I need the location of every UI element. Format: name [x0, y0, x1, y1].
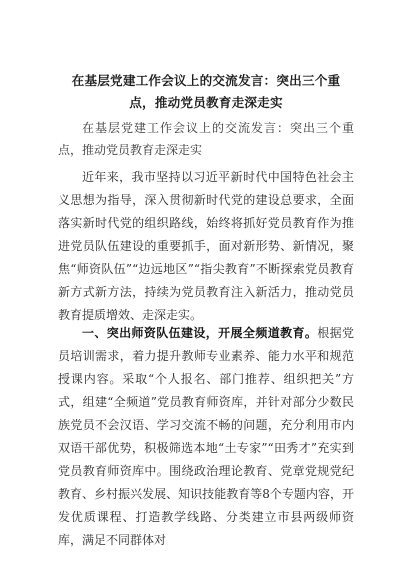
document-subtitle: 在基层党建工作会议上的交流发言：突出三个重点，推动党员教育走深走实 — [58, 121, 354, 157]
paragraph-section-one — [58, 322, 354, 552]
section-one-text: 根据党员培训需求，着力提升教师专业素养、能力水平和规范授课内容。采取“个人报名、部门推荐、组织把关”方式，组建“全频道”党员教育师资库，并针对部分少数民族党员不会汉语、学习交流不畅的问题，充分利用市内双语干部优势，积极筛选本地“土专家”“田秀才”充实到党员教育师资库中。围绕政治理论教育、党章党规党纪教育、乡村振兴发展、知识技能教育等8个专题内容，开发优质课程、打造教学线路、分类建立市县两级师资库，满足不同群体对 — [58, 326, 354, 547]
document-title: 在基层党建工作会议上的交流发言：突出三个重点，推动党员教育走深走实 — [71, 73, 341, 110]
paragraph-intro — [58, 166, 354, 327]
paragraph-intro-text: 近年来，我市坚持以习近平新时代中国特色社会主义思想为指导，深入贯彻新时代党的建设总要求，全面落实新时代党的组织路线，始终将抓好党员教育作为推进党员队伍建设的重要抓手，面对新形势、新情况，聚焦“师资队伍”“边远地区”“指尖教育”不断探索党员教育新方式新方法，持续为党员教育注入新活力，推动党员教育提质增效、走深走实。 — [58, 170, 354, 322]
section-one-heading: 一、突出师资队伍建设，开展全频道教育。 — [82, 326, 318, 340]
